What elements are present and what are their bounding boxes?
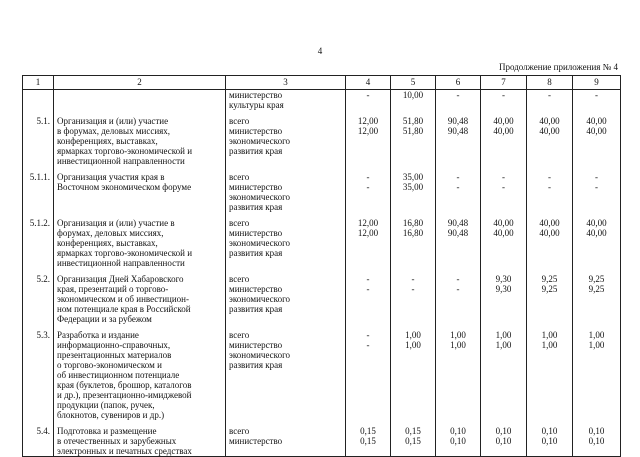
value: - xyxy=(502,172,505,182)
value: 90,48 xyxy=(447,218,469,228)
value-spacer xyxy=(394,136,432,146)
column-header: 4 xyxy=(346,76,391,90)
value-spacer xyxy=(439,294,477,304)
value: 12,00 xyxy=(357,228,379,238)
value-spacer xyxy=(484,360,523,370)
funding-source-line: министерство xyxy=(229,340,283,350)
value: 40,00 xyxy=(493,116,514,126)
row-name-line: продукции (папок, ручек, xyxy=(57,400,155,410)
value: 0,15 xyxy=(405,436,421,446)
value-spacer xyxy=(530,202,569,212)
column-header: 9 xyxy=(573,76,621,90)
value-cell xyxy=(527,420,573,457)
value-spacer xyxy=(576,146,617,156)
value: 1,00 xyxy=(405,330,421,340)
value: 0,15 xyxy=(360,436,376,446)
value-spacer xyxy=(484,192,523,202)
value: - xyxy=(456,90,460,100)
value: - xyxy=(502,90,505,100)
row-name-line: экономическом и об инвестицион- xyxy=(57,294,189,304)
value-spacer xyxy=(349,146,387,156)
value-spacer xyxy=(576,136,617,146)
value: 1,00 xyxy=(588,340,605,350)
table-row xyxy=(23,166,621,212)
value: 1,00 xyxy=(495,330,512,340)
value-cell xyxy=(346,110,391,166)
value-cell xyxy=(527,90,573,111)
value-cell xyxy=(391,90,436,111)
value: - xyxy=(366,330,370,340)
value: 40,00 xyxy=(539,126,560,136)
value: - xyxy=(411,284,415,294)
table-row xyxy=(23,268,621,324)
value: - xyxy=(411,274,415,284)
row-name xyxy=(54,166,226,212)
value-cell xyxy=(436,212,481,268)
value: 40,00 xyxy=(586,218,607,228)
value-cell xyxy=(436,324,481,420)
funding-source-line: министерство xyxy=(229,182,283,192)
value-cell xyxy=(346,324,391,420)
value: 40,00 xyxy=(586,126,607,136)
value: 9,30 xyxy=(495,284,512,294)
value: - xyxy=(456,172,460,182)
funding-source-line: министерство xyxy=(229,436,283,446)
funding-source-line: развития края xyxy=(229,248,283,258)
value-cell xyxy=(481,420,527,457)
value: 0,10 xyxy=(588,426,605,436)
table-row xyxy=(23,90,621,111)
row-name-line: и др.), презентационно-имиджевой xyxy=(57,390,192,400)
value-spacer xyxy=(530,192,569,202)
value-spacer xyxy=(349,192,387,202)
budget-table xyxy=(22,75,621,457)
column-header: 1 xyxy=(23,76,54,90)
funding-source-line: министерство xyxy=(229,90,283,100)
row-name-line: инвестиционной направленности xyxy=(57,258,185,268)
value: 1,00 xyxy=(405,340,421,350)
row-name xyxy=(54,268,226,324)
value: - xyxy=(366,182,370,192)
value: 40,00 xyxy=(586,228,607,238)
value-cell xyxy=(527,268,573,324)
value: 0,10 xyxy=(495,436,512,446)
value-spacer xyxy=(439,136,477,146)
row-name-line: края, презентаций о торгово- xyxy=(57,284,169,294)
value: 12,00 xyxy=(357,116,379,126)
value: 0,10 xyxy=(495,426,512,436)
value-cell xyxy=(391,268,436,324)
value: - xyxy=(366,172,370,182)
value-spacer xyxy=(576,100,617,110)
row-name-line: конференциях, выставках, xyxy=(57,238,158,248)
funding-source-line: всего xyxy=(229,330,250,340)
row-name xyxy=(54,90,226,111)
funding-source xyxy=(226,420,346,457)
row-name-line: Восточном экономическом форуме xyxy=(57,182,192,192)
value-cell xyxy=(481,212,527,268)
value: 1,00 xyxy=(541,340,558,350)
value-spacer xyxy=(439,100,477,110)
table-row xyxy=(23,420,621,457)
value-cell xyxy=(573,110,621,166)
value: 0,15 xyxy=(360,426,376,436)
value: - xyxy=(366,284,370,294)
value-spacer xyxy=(484,136,523,146)
value: - xyxy=(548,172,551,182)
value: - xyxy=(456,284,460,294)
value-cell xyxy=(481,268,527,324)
value: 1,00 xyxy=(450,330,466,340)
value-cell xyxy=(527,110,573,166)
value: - xyxy=(548,90,551,100)
value: 51,80 xyxy=(402,126,424,136)
value: 12,00 xyxy=(357,126,379,136)
value: 10,00 xyxy=(402,90,424,100)
value: 35,00 xyxy=(402,182,424,192)
value: 90,48 xyxy=(447,228,469,238)
row-name-line: Организация и (или) участие в xyxy=(57,218,175,228)
value-spacer xyxy=(394,192,432,202)
value: 1,00 xyxy=(588,330,605,340)
value-spacer xyxy=(439,238,477,248)
value-spacer xyxy=(530,294,569,304)
value-spacer xyxy=(530,136,569,146)
value-spacer xyxy=(484,304,523,314)
column-header: 8 xyxy=(527,76,573,90)
row-name-line: информационно-справочных, xyxy=(57,340,171,350)
value: 40,00 xyxy=(493,126,514,136)
value-spacer xyxy=(439,192,477,202)
value: 9,25 xyxy=(588,274,605,284)
value-spacer xyxy=(349,248,387,258)
funding-source-line: развития края xyxy=(229,202,283,212)
value-cell xyxy=(481,110,527,166)
value: 1,00 xyxy=(450,340,466,350)
value: 40,00 xyxy=(539,116,560,126)
value: 1,00 xyxy=(541,330,558,340)
row-name xyxy=(54,212,226,268)
row-name-line: электронных и печатных средствах xyxy=(57,446,192,456)
page-number: 4 xyxy=(317,46,323,56)
row-code xyxy=(23,90,54,111)
row-name-line: Разработка и издание xyxy=(57,330,139,340)
value-cell xyxy=(527,212,573,268)
value-spacer xyxy=(349,100,387,110)
funding-source-line: всего xyxy=(229,426,250,436)
value: - xyxy=(595,182,598,192)
value: - xyxy=(366,90,370,100)
funding-source-line: экономического xyxy=(229,238,291,248)
value-spacer xyxy=(394,350,432,360)
value-cell xyxy=(436,110,481,166)
value-cell xyxy=(391,166,436,212)
table-row xyxy=(23,324,621,420)
value-spacer xyxy=(576,304,617,314)
row-name xyxy=(54,420,226,457)
value-cell xyxy=(346,268,391,324)
value-spacer xyxy=(349,350,387,360)
funding-source-line: культуры края xyxy=(229,100,284,110)
funding-source xyxy=(226,212,346,268)
funding-source-line: министерство xyxy=(229,284,283,294)
row-name-line: блокнотов, сувениров и др.) xyxy=(57,410,165,420)
value-cell xyxy=(391,212,436,268)
value-cell xyxy=(346,90,391,111)
column-number-row xyxy=(23,76,621,90)
value: - xyxy=(456,274,460,284)
value-spacer xyxy=(484,350,523,360)
value: 40,00 xyxy=(493,218,514,228)
value-spacer xyxy=(394,304,432,314)
value-spacer xyxy=(576,350,617,360)
value: 40,00 xyxy=(493,228,514,238)
row-name-line: в отечественных и зарубежных xyxy=(57,436,177,446)
value: 40,00 xyxy=(586,116,607,126)
value: 16,80 xyxy=(402,228,424,238)
table-body xyxy=(23,90,621,457)
table-row xyxy=(23,110,621,166)
row-name-line: Организация и (или) участие xyxy=(57,116,169,126)
value-spacer xyxy=(439,350,477,360)
row-name-line: Подготовка и размещение xyxy=(57,426,157,436)
value-spacer xyxy=(394,294,432,304)
value: 51,80 xyxy=(402,116,424,126)
row-name-line: ярмарках торгово-экономической и xyxy=(57,146,193,156)
value-cell xyxy=(436,420,481,457)
row-name-line: Федерации и за рубежом xyxy=(57,314,152,324)
value-cell xyxy=(436,268,481,324)
value: 0,15 xyxy=(405,426,421,436)
value-spacer xyxy=(439,146,477,156)
funding-source xyxy=(226,166,346,212)
funding-source-line: всего xyxy=(229,172,250,182)
value-cell xyxy=(527,166,573,212)
funding-source-line: развития края xyxy=(229,360,283,370)
value-cell xyxy=(573,420,621,457)
value-spacer xyxy=(394,248,432,258)
value-spacer xyxy=(576,238,617,248)
column-header: 5 xyxy=(391,76,436,90)
value-cell xyxy=(436,90,481,111)
row-name-line: ном потенциале края в Российской xyxy=(57,304,191,314)
value-cell xyxy=(481,90,527,111)
value-spacer xyxy=(530,146,569,156)
row-code: 5.1.1. xyxy=(23,166,54,212)
value: 0,10 xyxy=(450,426,466,436)
value: 9,25 xyxy=(588,284,605,294)
value-cell xyxy=(527,324,573,420)
row-name-line: ярмарках торгово-экономической и xyxy=(57,248,193,258)
value: 0,10 xyxy=(541,436,558,446)
funding-source xyxy=(226,268,346,324)
value-spacer xyxy=(439,202,477,212)
value-cell xyxy=(573,212,621,268)
value-cell xyxy=(391,110,436,166)
funding-source-line: министерство xyxy=(229,228,283,238)
value-spacer xyxy=(394,146,432,156)
row-name-line: форумах, деловых миссиях, xyxy=(57,228,164,238)
funding-source-line: развития края xyxy=(229,146,283,156)
value-spacer xyxy=(349,202,387,212)
row-code: 5.2. xyxy=(23,268,54,324)
funding-source-line: развития края xyxy=(229,304,283,314)
value-cell xyxy=(391,420,436,457)
value: - xyxy=(502,182,505,192)
column-header: 7 xyxy=(481,76,527,90)
value: 40,00 xyxy=(539,218,560,228)
value: 9,25 xyxy=(541,284,558,294)
value: 9,25 xyxy=(541,274,558,284)
row-name-line: об инвестиционном потенциале xyxy=(57,370,180,380)
row-name-line: Организация Дней Хабаровского xyxy=(57,274,184,284)
value-spacer xyxy=(349,294,387,304)
value-cell xyxy=(573,268,621,324)
funding-source-line: всего xyxy=(229,274,250,284)
column-header: 6 xyxy=(436,76,481,90)
value-spacer xyxy=(484,294,523,304)
table-row xyxy=(23,212,621,268)
value: 40,00 xyxy=(539,228,560,238)
value-spacer xyxy=(576,360,617,370)
value-spacer xyxy=(576,248,617,258)
value-cell xyxy=(481,324,527,420)
value: - xyxy=(595,172,598,182)
row-code: 5.4. xyxy=(23,420,54,457)
value-spacer xyxy=(349,238,387,248)
row-name-line: о торгово-экономическом и xyxy=(57,360,162,370)
row-name xyxy=(54,110,226,166)
value-cell xyxy=(346,166,391,212)
value-spacer xyxy=(439,304,477,314)
row-name-line: края (буклетов, брошюр, каталогов xyxy=(57,380,192,390)
value: - xyxy=(595,90,598,100)
value-cell xyxy=(346,420,391,457)
value-cell xyxy=(391,324,436,420)
value-cell xyxy=(481,166,527,212)
value-spacer xyxy=(349,360,387,370)
value: - xyxy=(366,340,370,350)
funding-source-line: всего xyxy=(229,116,250,126)
funding-source-line: министерство xyxy=(229,126,283,136)
funding-source-line: всего xyxy=(229,218,250,228)
row-name-line: конференциях, выставках, xyxy=(57,136,158,146)
continuation-note: Продолжение приложения № 4 xyxy=(498,62,618,72)
value-cell xyxy=(346,212,391,268)
funding-source-line: экономического xyxy=(229,136,291,146)
funding-source-line: экономического xyxy=(229,350,291,360)
row-name-line: инвестиционной направленности xyxy=(57,156,185,166)
row-code: 5.3. xyxy=(23,324,54,420)
value: 0,10 xyxy=(450,436,466,446)
value-spacer xyxy=(484,146,523,156)
value-cell xyxy=(573,90,621,111)
value-spacer xyxy=(484,100,523,110)
value-spacer xyxy=(576,202,617,212)
funding-source xyxy=(226,90,346,111)
value: 0,10 xyxy=(541,426,558,436)
value: 90,48 xyxy=(447,116,469,126)
funding-source-line: экономического xyxy=(229,294,291,304)
value-spacer xyxy=(394,202,432,212)
column-header: 2 xyxy=(54,76,226,90)
value: 12,00 xyxy=(357,218,379,228)
row-name-line: Организация участия края в xyxy=(57,172,165,182)
value: 35,00 xyxy=(402,172,424,182)
row-name xyxy=(54,324,226,420)
value: 0,10 xyxy=(588,436,605,446)
value-spacer xyxy=(530,248,569,258)
value-spacer xyxy=(530,304,569,314)
value-spacer xyxy=(576,294,617,304)
value: - xyxy=(366,274,370,284)
row-name-line: презентационных материалов xyxy=(57,350,172,360)
value-spacer xyxy=(530,100,569,110)
value-spacer xyxy=(439,360,477,370)
value-spacer xyxy=(530,360,569,370)
value-spacer xyxy=(394,100,432,110)
value: - xyxy=(456,182,460,192)
value: 1,00 xyxy=(495,340,512,350)
value-spacer xyxy=(484,202,523,212)
row-code: 5.1.2. xyxy=(23,212,54,268)
value-cell xyxy=(573,166,621,212)
value-spacer xyxy=(349,136,387,146)
value-spacer xyxy=(349,304,387,314)
funding-source xyxy=(226,110,346,166)
funding-source-line: экономического xyxy=(229,192,291,202)
value-cell xyxy=(573,324,621,420)
value: 90,48 xyxy=(447,126,469,136)
value-cell xyxy=(436,166,481,212)
value-spacer xyxy=(530,350,569,360)
row-code: 5.1. xyxy=(23,110,54,166)
column-header: 3 xyxy=(226,76,346,90)
value: 9,30 xyxy=(495,274,512,284)
value-spacer xyxy=(530,238,569,248)
value-spacer xyxy=(439,248,477,258)
row-name-line: в форумах, деловых миссиях, xyxy=(57,126,171,136)
value: 16,80 xyxy=(402,218,424,228)
value-spacer xyxy=(484,238,523,248)
value: - xyxy=(548,182,551,192)
value-spacer xyxy=(484,248,523,258)
funding-source xyxy=(226,324,346,420)
value-spacer xyxy=(394,360,432,370)
value-spacer xyxy=(576,192,617,202)
value-spacer xyxy=(394,238,432,248)
